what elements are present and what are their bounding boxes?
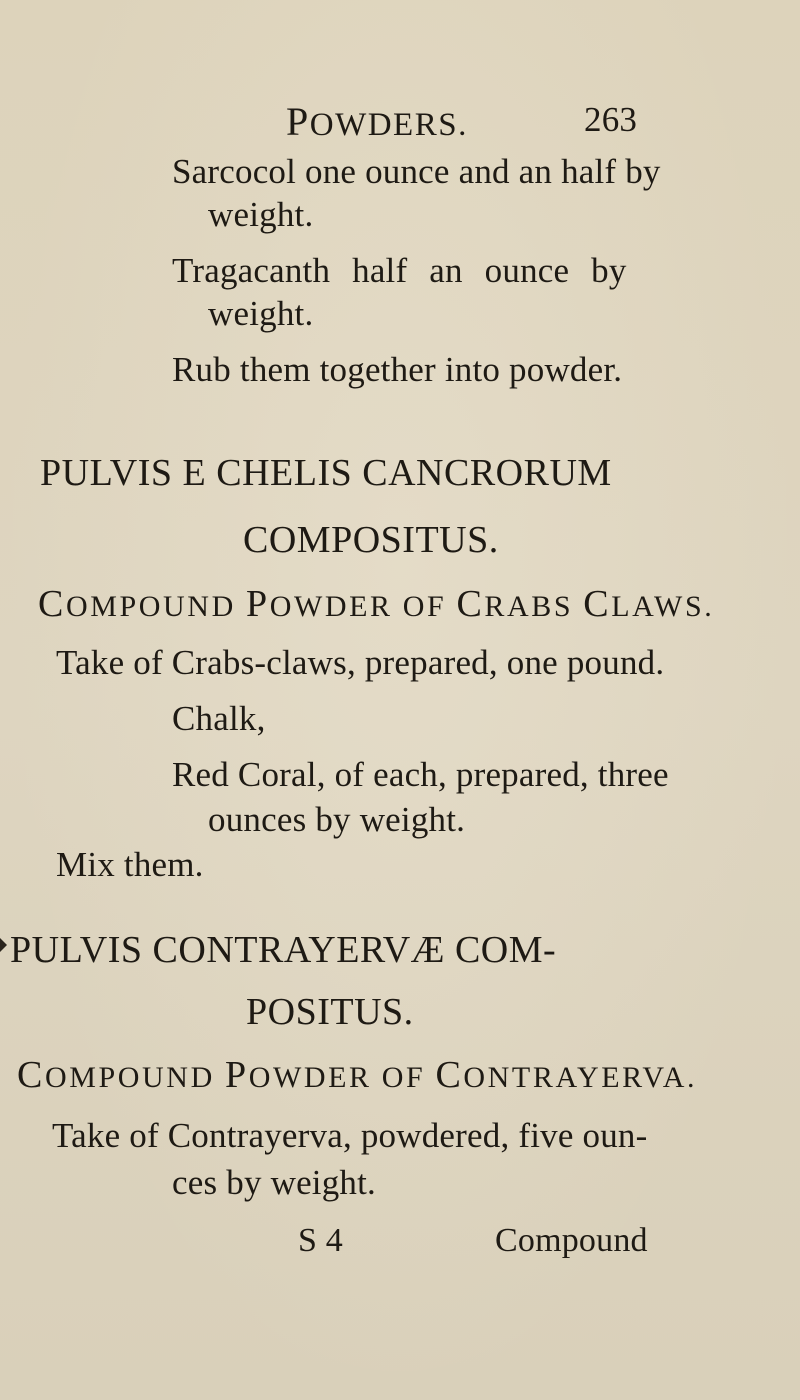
text-line: Mix them.: [56, 845, 204, 884]
text-line: Take of Crabs-claws, prepared, one pound.: [56, 643, 665, 682]
section-subtitle: [17, 1053, 697, 1097]
text-line: weight.: [208, 294, 314, 333]
section-title: PULVIS CONTRAYERVÆ COM-: [10, 929, 557, 971]
text-line: Tragacanth half an ounce by: [172, 251, 627, 290]
subtitle-word: OF: [381, 1061, 426, 1094]
subtitle-word: OWDER: [269, 590, 393, 623]
text-line: ounces by weight.: [208, 800, 466, 839]
signature-mark: S 4: [298, 1222, 344, 1259]
subtitle-word: OF: [402, 590, 447, 623]
subtitle-initial: P: [245, 583, 270, 625]
margin-mark-icon: [0, 938, 7, 952]
subtitle-initial: C: [38, 583, 66, 625]
text-line: Rub them together into powder.: [172, 350, 623, 389]
subtitle-word: OMPOUND: [65, 590, 236, 623]
running-head: [286, 98, 468, 145]
text-line: Red Coral, of each, prepared, three: [172, 755, 669, 794]
catchword: Compound: [495, 1222, 648, 1259]
subtitle-initial: C: [435, 1054, 464, 1096]
subtitle-word: RABS: [484, 590, 574, 623]
subtitle-word: LAWS.: [611, 590, 715, 623]
text-line: Sarcocol one ounce and an half by: [172, 152, 661, 191]
subtitle-word: ONTRAYERVA.: [463, 1061, 698, 1094]
section-subtitle: [38, 582, 714, 626]
subtitle-initial: C: [17, 1054, 45, 1096]
section-title: PULVIS E CHELIS CANCRORUM: [40, 452, 612, 494]
section-title: POSITUS.: [246, 991, 414, 1033]
text-line: weight.: [208, 195, 314, 234]
text-line: ces by weight.: [172, 1163, 376, 1202]
text-line: Chalk,: [172, 699, 266, 738]
subtitle-word: OMPOUND: [44, 1061, 215, 1094]
page-number: 263: [584, 100, 638, 139]
section-title: COMPOSITUS.: [243, 519, 499, 561]
subtitle-word: OWDER: [248, 1061, 372, 1094]
running-head-initial: P: [286, 99, 310, 144]
subtitle-initial: C: [456, 583, 485, 625]
subtitle-initial: P: [224, 1054, 249, 1096]
subtitle-initial: C: [583, 583, 612, 625]
running-head-rest: OWDERS.: [309, 107, 468, 143]
text-line: Take of Contrayerva, powdered, five oun-: [52, 1116, 648, 1155]
